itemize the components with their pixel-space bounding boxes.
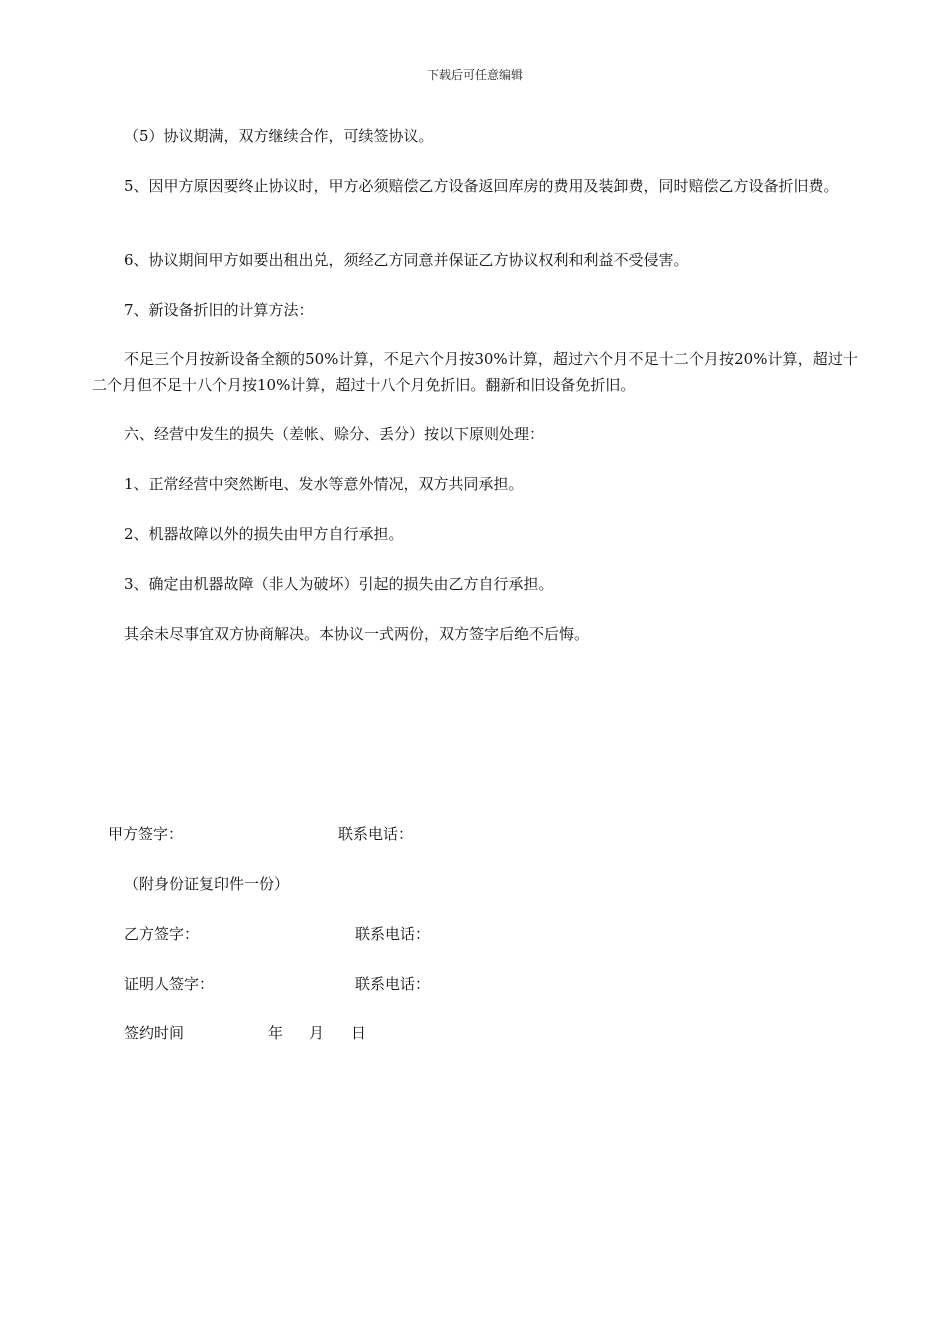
- witness-phone-label: 联系电话：: [355, 975, 431, 993]
- date-day: 日: [351, 1024, 367, 1042]
- loss-rule-1: 1、正常经营中突然断电、发水等意外情况，双方共同承担。: [124, 475, 524, 493]
- date-month: 月: [309, 1024, 325, 1042]
- clause-renewal: （5）协议期满，双方继续合作，可续签协议。: [124, 127, 434, 145]
- closing-statement: 其余未尽事宜双方协商解决。本协议一式两份，双方签字后绝不后悔。: [124, 625, 590, 643]
- clause-7-depreciation-title: 7、新设备折旧的计算方法：: [124, 301, 314, 319]
- clause-7-depreciation-rules: 不足三个月按新设备全额的50%计算，不足六个月按30%计算，超过六个月不足十二个月按20%计算，超过十二个月但不足十八个月按10%计算，超过十八个月免折旧。翻新和旧设备免折旧。: [92, 350, 858, 394]
- section-6-losses-title: 六、经营中发生的损失（差帐、赊分、丢分）按以下原则处理：: [124, 425, 545, 443]
- page-header: 下载后可任意编辑: [426, 68, 523, 82]
- loss-rule-2: 2、机器故障以外的损失由甲方自行承担。: [124, 525, 404, 543]
- id-copy-note: （附身份证复印件一份）: [124, 875, 290, 893]
- party-a-signature-label: 甲方签字：: [108, 825, 184, 843]
- party-a-phone-label: 联系电话：: [338, 825, 414, 843]
- loss-rule-3: 3、确定由机器故障（非人为破坏）引起的损失由乙方自行承担。: [124, 575, 554, 593]
- date-year: 年: [268, 1024, 284, 1042]
- clause-6-sublease: 6、协议期间甲方如要出租出兑，须经乙方同意并保证乙方协议权利和利益不受侵害。: [124, 251, 689, 269]
- party-b-phone-label: 联系电话：: [355, 925, 431, 943]
- clause-5-termination: 5、因甲方原因要终止协议时，甲方必须赔偿乙方设备返回库房的费用及装卸费，同时赔偿乙方设备折旧费。: [124, 177, 839, 195]
- signing-date-label: 签约时间: [124, 1024, 185, 1042]
- party-b-signature-label: 乙方签字：: [124, 925, 200, 943]
- witness-signature-label: 证明人签字：: [124, 975, 215, 993]
